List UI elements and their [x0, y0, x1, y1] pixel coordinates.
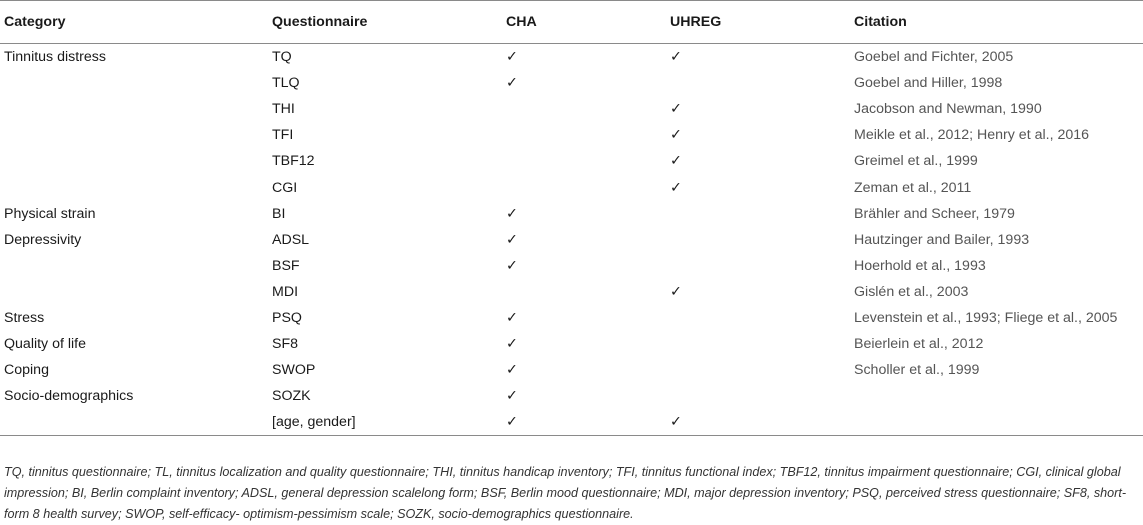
table-row	[0, 305, 1143, 331]
header-row	[0, 1, 1143, 44]
table-row	[0, 279, 1143, 305]
questionnaire-cell: MDI	[272, 283, 299, 300]
cha-check-cell	[506, 122, 670, 148]
questionnaire-cell: BI	[272, 205, 286, 222]
table-row	[0, 409, 1143, 436]
category-cell	[0, 96, 272, 122]
questionnaire-cell: THI	[272, 101, 295, 118]
table-row	[0, 357, 1143, 383]
citation-cell: Hoerhold et al., 1993	[854, 257, 986, 274]
cha-check-cell: ✓	[506, 205, 518, 222]
citation-cell	[854, 383, 1143, 409]
table-row	[0, 201, 1143, 227]
uhreg-check-cell	[670, 331, 854, 357]
category-cell	[0, 279, 272, 305]
table-body	[0, 44, 1143, 436]
questionnaire-cell: ADSL	[272, 231, 310, 248]
citation-cell: Hautzinger and Bailer, 1993	[854, 231, 1030, 248]
cha-check-cell: ✓	[506, 336, 518, 353]
table-row	[0, 70, 1143, 96]
citation-cell: Zeman et al., 2011	[854, 179, 972, 196]
category-cell: Tinnitus distress	[4, 49, 106, 66]
citation-cell	[854, 409, 1143, 436]
cha-check-cell: ✓	[506, 362, 518, 379]
category-cell: Physical strain	[4, 205, 96, 222]
table-row	[0, 383, 1143, 409]
uhreg-check-cell	[670, 305, 854, 331]
uhreg-check-cell	[670, 201, 854, 227]
header-cha: CHA	[506, 1, 670, 44]
cha-check-cell	[506, 96, 670, 122]
questionnaire-cell: TLQ	[272, 75, 300, 92]
citation-cell: Goebel and Fichter, 2005	[854, 49, 1014, 66]
category-cell: Stress	[4, 309, 45, 326]
questionnaire-cell: TQ	[272, 49, 292, 66]
citation-cell: Meikle et al., 2012; Henry et al., 2016	[854, 127, 1090, 144]
questionnaire-cell: TFI	[272, 127, 294, 144]
table-row	[0, 122, 1143, 148]
cha-check-cell: ✓	[506, 309, 518, 326]
cha-check-cell: ✓	[506, 75, 518, 92]
uhreg-check-cell: ✓	[670, 101, 682, 118]
category-cell	[0, 70, 272, 96]
category-cell: Quality of life	[4, 336, 87, 353]
questionnaire-cell: CGI	[272, 179, 298, 196]
uhreg-check-cell: ✓	[670, 153, 682, 170]
uhreg-check-cell: ✓	[670, 409, 854, 436]
category-cell	[0, 409, 272, 436]
table-row	[0, 148, 1143, 174]
header-uhreg: UHREG	[670, 1, 854, 44]
table-row	[0, 227, 1143, 253]
category-cell: Depressivity	[4, 231, 82, 248]
category-cell: Socio-demographics	[4, 388, 134, 405]
questionnaire-cell: BSF	[272, 257, 300, 274]
uhreg-check-cell	[670, 357, 854, 383]
questionnaire-cell: TBF12	[272, 153, 315, 170]
citation-cell: Beierlein et al., 2012	[854, 336, 984, 353]
cha-check-cell: ✓	[506, 409, 670, 436]
questionnaire-cell: SWOP	[272, 362, 316, 379]
citation-cell: Levenstein et al., 1993; Fliege et al., 2005	[854, 309, 1118, 326]
table-row	[0, 44, 1143, 71]
citation-cell: Goebel and Hiller, 1998	[854, 75, 1003, 92]
category-cell	[0, 122, 272, 148]
uhreg-check-cell: ✓	[670, 283, 682, 300]
uhreg-check-cell: ✓	[670, 179, 682, 196]
questionnaire-cell: SF8	[272, 336, 299, 353]
cha-check-cell: ✓	[506, 388, 518, 405]
uhreg-check-cell	[670, 383, 854, 409]
header-category: Category	[0, 1, 272, 44]
questionnaire-cell: PSQ	[272, 309, 302, 326]
table-row	[0, 253, 1143, 279]
table-row	[0, 96, 1143, 122]
cha-check-cell: ✓	[506, 49, 518, 66]
category-cell	[0, 148, 272, 174]
uhreg-check-cell: ✓	[670, 127, 682, 144]
questionnaire-cell: [age, gender]	[272, 409, 506, 436]
category-cell: Coping	[4, 362, 49, 379]
uhreg-check-cell	[670, 70, 854, 96]
citation-cell: Gislén et al., 2003	[854, 283, 969, 300]
uhreg-check-cell	[670, 227, 854, 253]
header-citation: Citation	[854, 1, 1143, 44]
citation-cell: Greimel et al., 1999	[854, 153, 978, 170]
citation-cell: Brähler and Scheer, 1979	[854, 205, 1015, 222]
table-footnote: TQ, tinnitus questionnaire; TL, tinnitus localization and quality questionnaire; THI, tinnitus handicap inventory; TFI, tinnitus functional index; TBF12, tinnitus impairment questionnaire; CGI, clinical global impression; BI, Berlin complaint inventory; ADSL, general depression scalelong form; BSF, Berlin mood questionnaire; MDI, major depression inventory; PSQ, perceived stress questionnaire; SF8, short-form 8 health survey; SWOP, self-efficacy- optimism-pessimism scale; SOZK, socio-demographics questionnaire.	[4, 465, 1127, 521]
cha-check-cell: ✓	[506, 257, 518, 274]
uhreg-check-cell: ✓	[670, 49, 682, 66]
table-row	[0, 331, 1143, 357]
category-cell	[0, 174, 272, 200]
cha-check-cell	[506, 174, 670, 200]
citation-cell: Scholler et al., 1999	[854, 362, 980, 379]
category-cell	[0, 253, 272, 279]
questionnaire-cell: SOZK	[272, 388, 311, 405]
cha-check-cell: ✓	[506, 231, 518, 248]
cha-check-cell	[506, 279, 670, 305]
header-questionnaire: Questionnaire	[272, 1, 506, 44]
table-row	[0, 174, 1143, 200]
uhreg-check-cell	[670, 253, 854, 279]
cha-check-cell	[506, 148, 670, 174]
citation-cell: Jacobson and Newman, 1990	[854, 101, 1042, 118]
